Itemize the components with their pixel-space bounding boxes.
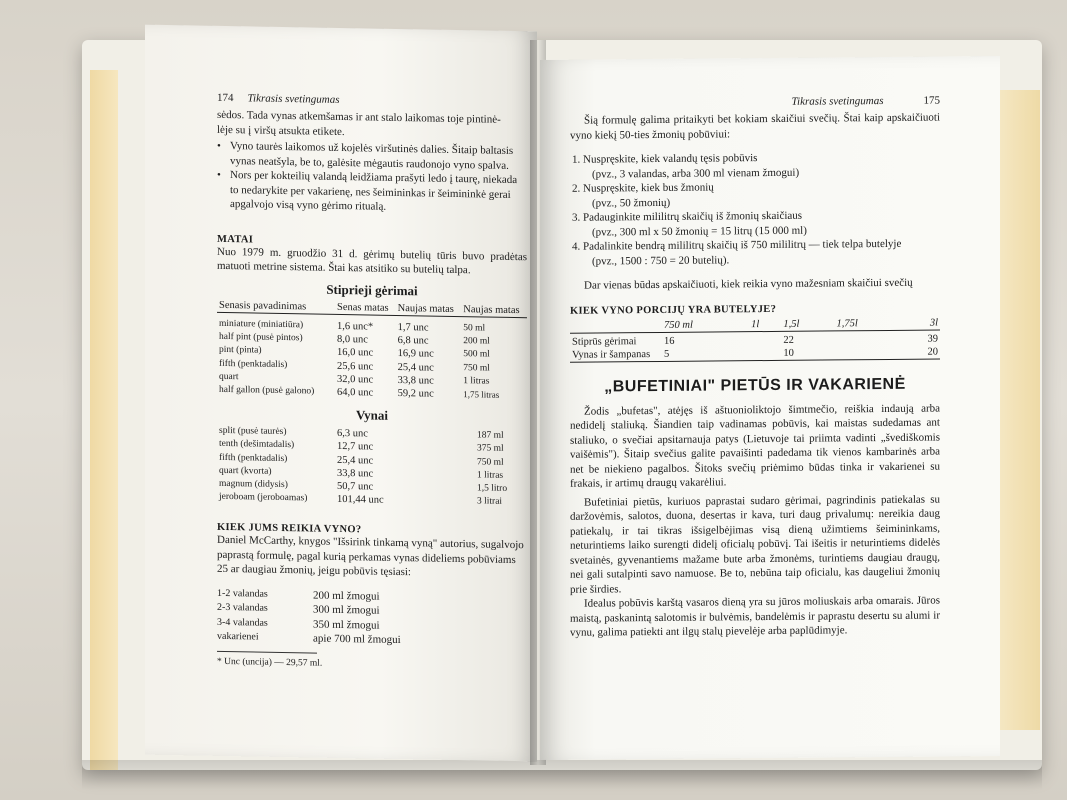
bullet-item [217, 168, 527, 217]
footnote: * Unc (uncija) — 29,57 ml. [217, 656, 323, 669]
cell: 750 ml [477, 456, 504, 468]
cell: 101,44 unc [337, 494, 384, 506]
bullet-icon: • [217, 139, 221, 152]
strong-drinks-table [217, 299, 527, 402]
page-edges-right [1000, 90, 1040, 730]
duration-amount: apie 700 ml žmogui [313, 632, 401, 647]
cell: 6,8 unc [397, 335, 429, 347]
portions-heading: KIEK VYNO PORCIJŲ YRA BUTELYJE? [570, 303, 777, 317]
cell: 59,2 unc [397, 388, 434, 400]
cell: 200 ml [463, 336, 490, 347]
portions-table [570, 317, 940, 365]
cell [749, 334, 781, 347]
strong-drinks-title: Stiprieji gėrimai [326, 281, 418, 298]
duration-label: 2-3 valandas [217, 602, 268, 615]
how-much-heading: KIEK JUMS REIKIA VYNO? [217, 522, 362, 536]
cell: 25,6 unc [337, 360, 374, 373]
cell: 33,8 unc [337, 467, 374, 480]
right-running-title: Tikrasis svetingumas [791, 95, 884, 108]
alt-method-text: Dar vienas būdas apskaičiuoti, kiek reikia vyno mažesniam skaičiui svečių [584, 276, 913, 292]
steps-list [570, 150, 940, 269]
cell: half pint (pusė pintos) [219, 332, 303, 344]
cell: 187 ml [477, 430, 504, 442]
cell [749, 347, 781, 361]
step-example: (pvz., 50 žmonių) [592, 196, 671, 210]
cell: 50,7 unc [337, 480, 374, 493]
step-example: (pvz., 3 valandas, arba 300 ml vienam žmogui) [592, 166, 800, 181]
col-header: Senasis pavadinimas [219, 299, 307, 312]
step-text: 3. Padauginkite mililitrų skaičių iš žmonių skaičiaus [572, 209, 803, 224]
cell: split (pusė taurės) [219, 426, 287, 438]
durations-list [217, 587, 527, 650]
cell: jeroboam (jeroboamas) [219, 492, 308, 504]
col-header: 1,5l [783, 318, 800, 330]
right-intro: Šią formulę galima pritaikyti bet kokiam skaičiui svečių. Štai kaip apskaičiuoti vyno kiekį 50-ties žmonių pobūviui: [570, 111, 940, 142]
left-running-head [217, 92, 527, 109]
paragraph: Idealus pobūvis karštą vasaros dieną yra su jūros moliuskais arba omarais. Jūros maistą, paskanintą salotomis ir bulvėmis, bandelėmis ir paprastu desertu su alumi ir vynu, galima patiekti ant ilgų stalų pievelėje arba paplūdimyje. [570, 594, 940, 640]
cell: 1,5 litro [477, 483, 508, 494]
cell: 1,7 unc [397, 321, 429, 334]
duration-amount: 300 ml žmogui [313, 603, 380, 618]
left-page-content [145, 25, 537, 675]
right-page-content [540, 56, 1000, 641]
cell: 6,3 unc [337, 428, 368, 440]
cell: 750 ml [463, 362, 490, 374]
cell: 10 [783, 347, 794, 360]
cell: 20 [927, 346, 938, 358]
col-header: Naujas matas [463, 303, 520, 316]
cell: magnum (didysis) [219, 478, 288, 491]
cell: 3 litrai [477, 496, 503, 508]
right-running-head [570, 95, 940, 110]
col-header: Senas matas [337, 301, 389, 314]
cell: 16,0 unc [337, 347, 374, 359]
cell: 1,75 litras [463, 389, 500, 400]
step-example: (pvz., 300 ml x 50 žmonių = 15 litrų (15 000 ml) [592, 224, 807, 239]
list-item [572, 179, 940, 211]
intro-line: lėje su į viršų atsukta etikete. [217, 123, 345, 138]
cell: 39 [927, 333, 938, 345]
cell: miniature (miniatiūra) [219, 318, 304, 331]
paragraph: Bufetiniai pietūs, kuriuos paprastai sudaro gėrimai, pagrindinis patiekalas su daržovėmis, salotos, duona, desertas ir kava, turi daug privalumų: nereikia daug patiekalų, ir tai tikras išsigelbėjimas visą dieną užimtiems šeimininkams, neturintiems laiko surengti didelį oficialų pobūvį. Tai išeitis ir neturintiems didelės svetainės, gyvenantiems mažame bute arba žmonėms, turintiems daugiau draugų, nei gali sutalpinti savo namuose. Be to, nebūna taip oficialu, kas daugeliui žmonių prie širdies. [570, 493, 940, 596]
wines-title: Vynai [355, 407, 389, 424]
cell: 16,9 unc [397, 348, 434, 361]
col-header: 750 ml [664, 319, 693, 331]
cell: quart [219, 371, 239, 383]
paragraph: Žodis „bufetas", atėjęs iš aštuonioliktojo šimtmečio, reiškia indaują arba nedidelį staliuką. Šiandien taip vadinamas pobūvis, kai maistas sudedamas ant staliuko, o svečiai apsitarnauja patys (Lietuvoje tai priimta vadinti „švediškomis vaišėmis"). Šitaip svečius galite pavaišinti padedama tik vienos kambarinės arba net be niekieno pagalbos. Šitoks svečių priėmimo būdas tinka ir vakarienei su frakais, ir artimų draugų vakarėliui. [570, 402, 940, 491]
cell: fifth (penktadalis) [219, 452, 288, 464]
cell: 12,7 unc [337, 441, 374, 453]
matai-heading: MATAI [217, 233, 254, 245]
bullet-icon: • [217, 168, 221, 181]
step-text: 4. Padalinkite bendrą mililitrų skaičių iš 750 mililitrų — tiek telpa butelyje [572, 237, 902, 253]
cell: 1 litras [477, 470, 504, 481]
cell: Stiprūs gėrimai [572, 336, 637, 348]
left-intro [217, 108, 527, 142]
cell: 32,0 unc [337, 373, 374, 386]
bullet-text: Vyno taurės laikomos už kojelės viršutinės dalies. Šitaip baltasis vynas neatšyla, be to, galėsite mėgautis raudonojo vyno spalva. [230, 140, 514, 172]
left-page-number: 174 [217, 91, 234, 105]
cell: 1 litras [463, 375, 490, 387]
col-header: 1,75l [836, 317, 858, 329]
cell: quart (kvorta) [219, 465, 272, 477]
cell: half gallon (pusė galono) [219, 384, 315, 397]
left-page [145, 25, 537, 762]
bullet-text: Nors per kokteilių valandą leidžiama prašyti ledo į taurę, niekada to nedarykite per vakarienę, nes šeimininkas ir šeimininkė gerai apgalvojo visą vyno gėrimo ritualą. [230, 169, 518, 213]
cell: 22 [783, 334, 794, 346]
duration-amount: 200 ml žmogui [313, 589, 380, 603]
right-page-number: 175 [923, 94, 940, 107]
cell: 16 [664, 335, 675, 347]
cell: 8,0 unc [337, 334, 368, 346]
book-shadow [82, 760, 1042, 790]
how-much-text: Daniel McCarthy, knygos "Išsirink tinkamą vyną" autorius, sugalvojo paprastą formulę, pagal kurią perkamas vynas dideliems pobūviams 25 ar daugiau žmonių, jeigu pobūvis tęsiasi: [217, 534, 524, 579]
cell: pint (pinta) [219, 345, 262, 357]
list-item [572, 150, 940, 182]
page-edges-left [90, 70, 118, 770]
cell [835, 333, 902, 347]
duration-amount: 350 ml žmogui [313, 618, 380, 632]
left-running-title: Tikrasis svetingumas [247, 92, 340, 106]
buffet-title: „BUFETINIAI" PIETŪS IR VAKARIENĖ [604, 375, 906, 396]
col-header: 1l [751, 318, 760, 330]
right-page [540, 56, 1000, 760]
footnote-rule [217, 651, 317, 654]
cell: 64,0 unc [337, 386, 374, 399]
duration-label: 3-4 valandas [217, 616, 268, 629]
cell: Vynas ir šampanas [572, 349, 651, 361]
step-example: (pvz., 1500 : 750 = 20 butelių). [592, 253, 730, 268]
wines-table [217, 425, 527, 510]
cell: 375 ml [477, 443, 504, 455]
cell: 5 [664, 349, 670, 361]
intro-line: sėdos. Tada vynas atkemšamas ir ant stalo laikomas toje pintinė- [217, 108, 501, 126]
step-text: 2. Nuspręskite, kiek bus žmonių [572, 181, 714, 195]
cell: 25,4 unc [337, 454, 374, 467]
cell: tenth (dešimtadalis) [219, 439, 295, 451]
col-header: Naujas matas [397, 302, 454, 315]
cell: 500 ml [463, 349, 490, 361]
duration-label: 1-2 valandas [217, 587, 268, 600]
cell: 33,8 unc [397, 374, 434, 387]
duration-label: vakarienei [217, 631, 259, 643]
cell: 1,6 unc* [337, 320, 374, 333]
cell: 25,4 unc [397, 361, 434, 374]
col-header: 3l [929, 317, 938, 329]
cell: 50 ml [463, 323, 486, 334]
matai-text: Nuo 1979 m. gruodžio 31 d. gėrimų butelių tūris buvo pradėtas matuoti metrine sistema. Štai kas atsitiko su butelių talpa. [217, 245, 527, 277]
cell [835, 346, 902, 360]
list-item [572, 237, 940, 269]
cell: fifth (penktadalis) [219, 358, 288, 370]
list-item [572, 208, 940, 240]
step-text: 1. Nuspręskite, kiek valandų tęsis pobūvis [572, 152, 758, 166]
